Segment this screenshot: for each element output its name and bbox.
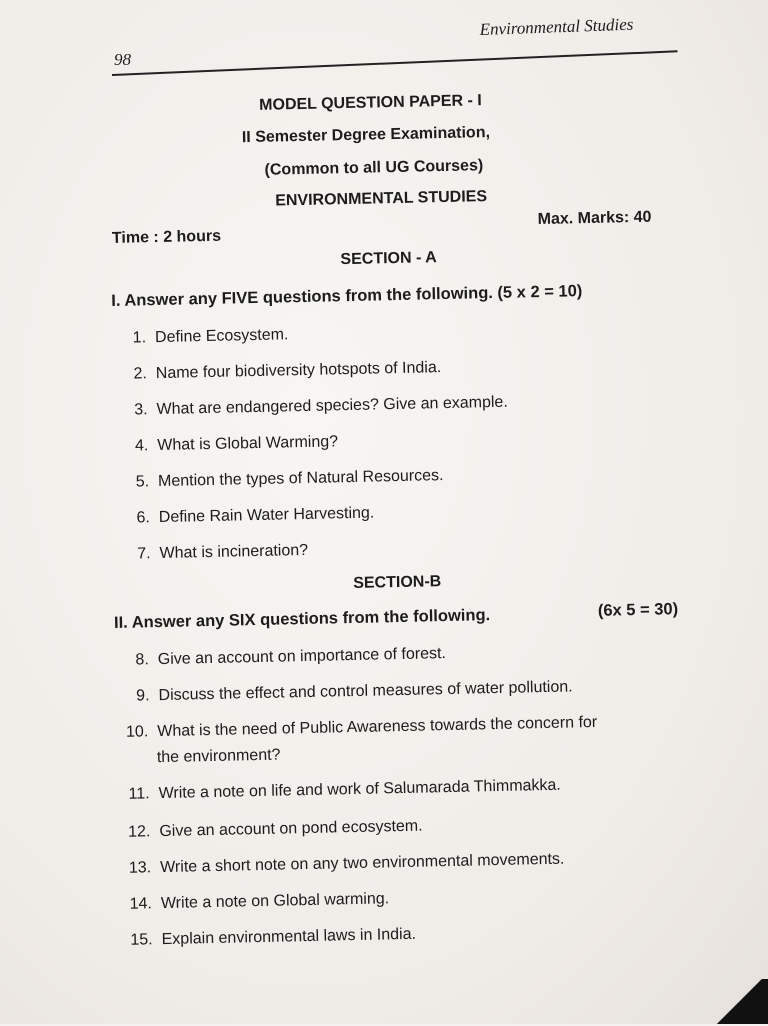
subject-title: ENVIRONMENTAL STUDIES — [275, 188, 488, 210]
question-number: 8. — [135, 651, 149, 669]
question-item — [123, 467, 444, 492]
question-text: Give an account on pond ecosystem. — [159, 817, 423, 841]
question-text: Explain environmental laws in India. — [161, 925, 417, 949]
question-number: 15. — [130, 931, 153, 949]
question-item — [120, 326, 289, 348]
question-number: 2. — [133, 365, 147, 383]
question-item — [122, 890, 390, 914]
question-text: Write a note on Global warming. — [160, 890, 390, 913]
paper-title: MODEL QUESTION PAPER - I — [259, 92, 482, 114]
question-number: 10. — [125, 723, 149, 741]
question-number: 11. — [128, 785, 150, 803]
question-number: 6. — [136, 509, 151, 527]
question-item — [123, 645, 446, 670]
question-text: Define Ecosystem. — [154, 326, 289, 347]
question-number: 14. — [129, 895, 153, 913]
question-item — [119, 777, 561, 804]
question-item — [121, 394, 508, 420]
section-b-marks: (6x 5 = 30) — [597, 600, 679, 620]
section-a-instruction: I. Answer any FIVE questions from the following. (5 x 2 = 10) — [111, 282, 583, 310]
question-number: 13. — [128, 859, 152, 877]
course-note: (Common to all UG Courses) — [264, 157, 484, 179]
question-text: Name four biodiversity hotspots of India. — [155, 359, 442, 383]
section-a-title: SECTION - A — [340, 249, 437, 269]
question-text: Define Rain Water Harvesting. — [158, 504, 375, 527]
question-text-continued: the environment? — [156, 746, 281, 767]
question-text: What is the need of Public Awareness towards the concern for — [157, 713, 598, 741]
question-item — [124, 505, 375, 528]
question-item — [123, 678, 572, 705]
question-item — [121, 359, 442, 384]
question-number: 4. — [134, 437, 149, 455]
question-number: 7. — [137, 545, 151, 563]
question-number: 5. — [135, 473, 150, 491]
question-item — [124, 542, 308, 564]
running-head: Environmental Studies — [479, 14, 634, 40]
question-item — [120, 818, 423, 842]
question-text: What is Global Warming? — [157, 433, 339, 455]
question-number: 3. — [134, 401, 148, 419]
question-text: Write a short note on any two environmental movements. — [159, 850, 565, 877]
question-text: What are endangered species? Give an example. — [156, 393, 508, 419]
question-number: 9. — [136, 687, 150, 705]
question-text: Mention the types of Natural Resources. — [157, 467, 444, 491]
exam-name: II Semester Degree Examination, — [241, 124, 491, 147]
question-item — [118, 714, 598, 768]
question-item — [122, 433, 338, 456]
question-number: 12. — [127, 823, 151, 841]
question-text: What is incineration? — [159, 541, 309, 563]
question-text: Write a note on life and work of Salumarada Thimmakka. — [158, 776, 561, 803]
section-b-title: SECTION-B — [353, 573, 442, 592]
section-b-instruction: II. Answer any SIX questions from the following. — [113, 606, 491, 632]
page-number: 98 — [114, 50, 131, 69]
question-item — [122, 926, 416, 950]
question-item — [121, 851, 565, 878]
question-text: Give an account on importance of forest. — [157, 645, 447, 669]
question-text: Discuss the effect and control measures of water pollution. — [158, 678, 573, 705]
question-number: 1. — [132, 329, 147, 347]
max-marks: Max. Marks: 40 — [537, 208, 652, 229]
time-allowed: Time : 2 hours — [111, 227, 222, 247]
page-corner-shadow — [698, 979, 768, 1024]
